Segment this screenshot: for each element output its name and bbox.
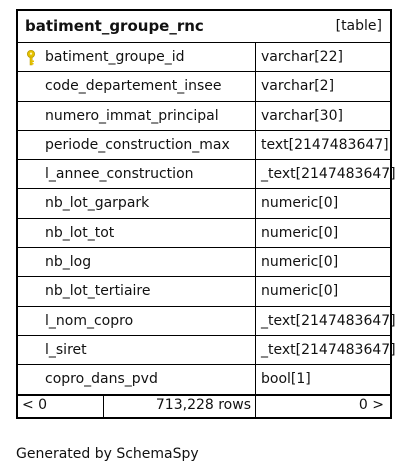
column-type: varchar[30]	[261, 107, 343, 124]
column-name: nb_lot_tot	[45, 224, 115, 241]
column-row	[18, 219, 390, 248]
column-type: text[2147483647]	[261, 136, 389, 153]
column-name: nb_lot_garpark	[45, 195, 150, 212]
column-row	[18, 365, 390, 394]
column-row	[18, 189, 390, 218]
column-row	[18, 131, 390, 160]
column-name: nb_lot_tertiaire	[45, 283, 151, 300]
column-type: varchar[2]	[261, 78, 335, 95]
row-count-label: 713,228 rows	[104, 396, 256, 417]
primary-key-icon	[26, 50, 36, 66]
column-row	[18, 307, 396, 336]
column-type: numeric[0]	[261, 195, 339, 212]
column-row	[18, 160, 396, 189]
column-name: code_departement_insee	[45, 78, 222, 95]
column-row	[18, 72, 390, 101]
column-name: l_nom_copro	[45, 312, 134, 329]
column-type: numeric[0]	[261, 283, 339, 300]
column-name: nb_log	[45, 254, 92, 271]
column-type: numeric[0]	[261, 224, 339, 241]
column-name: l_siret	[45, 341, 87, 358]
table-footer	[18, 395, 390, 417]
parent-count-label: < 0	[18, 396, 104, 417]
column-row	[18, 248, 390, 277]
table-name: batiment_groupe_rnc	[25, 17, 204, 35]
column-name: periode_construction_max	[45, 136, 230, 153]
column-name: copro_dans_pvd	[45, 371, 158, 388]
column-row	[18, 43, 390, 72]
table-header	[18, 11, 390, 43]
column-type: _text[2147483647]	[261, 341, 396, 358]
child-count-label: 0 >	[358, 397, 384, 413]
column-row	[18, 277, 390, 306]
generated-by-caption: Generated by SchemaSpy	[16, 446, 199, 462]
column-type: _text[2147483647]	[261, 166, 396, 183]
column-type: _text[2147483647]	[261, 312, 396, 329]
column-row	[18, 102, 390, 131]
column-row	[18, 336, 396, 365]
column-name: numero_immat_principal	[45, 107, 219, 124]
column-type: varchar[22]	[261, 49, 343, 65]
table-diagram	[16, 9, 396, 419]
column-name: l_annee_construction	[45, 166, 194, 183]
column-list	[18, 43, 396, 395]
column-type: bool[1]	[261, 371, 311, 388]
column-type: numeric[0]	[261, 254, 339, 271]
table-kind-label: [table]	[335, 18, 382, 34]
column-name: batiment_groupe_id	[45, 49, 185, 65]
